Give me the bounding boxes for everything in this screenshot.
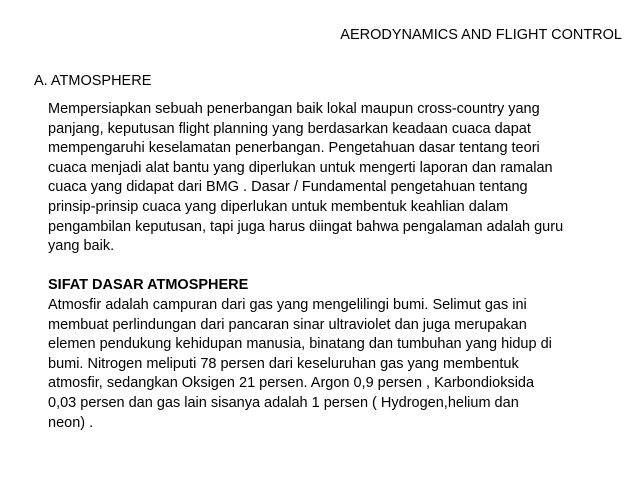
section-body <box>48 100 630 433</box>
intro-line: mempengaruhi keselamatan penerbangan. Pengetahuan dasar tentang teori <box>48 140 540 157</box>
detail-line: bumi. Nitrogen meliputi 78 persen dari keseluruhan gas yang membentuk <box>48 355 519 372</box>
intro-line: panjang, keputusan flight planning yang berdasarkan keadaan cuaca dapat <box>48 120 531 137</box>
subsection-heading: SIFAT DASAR ATMOSPHERE <box>48 277 249 294</box>
detail-line: elemen pendukung kehidupan manusia, binatang dan tumbuhan yang hidup di <box>48 336 552 353</box>
intro-line: yang baik. <box>48 238 115 255</box>
intro-paragraph <box>48 100 630 257</box>
detail-line: Atmosfir adalah campuran dari gas yang mengelilingi bumi. Selimut gas ini <box>48 296 527 313</box>
intro-line: cuaca menjadi alat bantu yang diperlukan untuk mengerti laporan dan ramalan <box>48 159 553 176</box>
page-title: AERODYNAMICS AND FLIGHT CONTROL <box>340 27 622 43</box>
detail-line: atmosfir, sedangkan Oksigen 21 persen. Argon 0,9 persen , Karbondioksida <box>48 375 535 392</box>
detail-paragraph <box>48 296 630 433</box>
intro-line: cuaca yang didapat dari BMG . Dasar / Fundamental pengetahuan tentang <box>48 179 528 196</box>
paragraph-spacer <box>48 257 630 277</box>
detail-line: 0,03 persen dan gas lain sisanya adalah 1 persen ( Hydrogen,helium dan <box>48 394 519 411</box>
intro-line: pengambilan keputusan, tapi juga harus diingat bahwa pengalaman adalah guru <box>48 218 564 235</box>
detail-line: neon) . <box>48 414 94 431</box>
section-heading: A. ATMOSPHERE <box>34 73 152 89</box>
detail-line: membuat perlindungan dari pancaran sinar ultraviolet dan juga merupakan <box>48 316 527 333</box>
intro-line: prinsip-prinsip cuaca yang diperlukan untuk membentuk keahlian dalam <box>48 198 509 215</box>
intro-line: Mempersiapkan sebuah penerbangan baik lokal maupun cross-country yang <box>48 101 540 117</box>
